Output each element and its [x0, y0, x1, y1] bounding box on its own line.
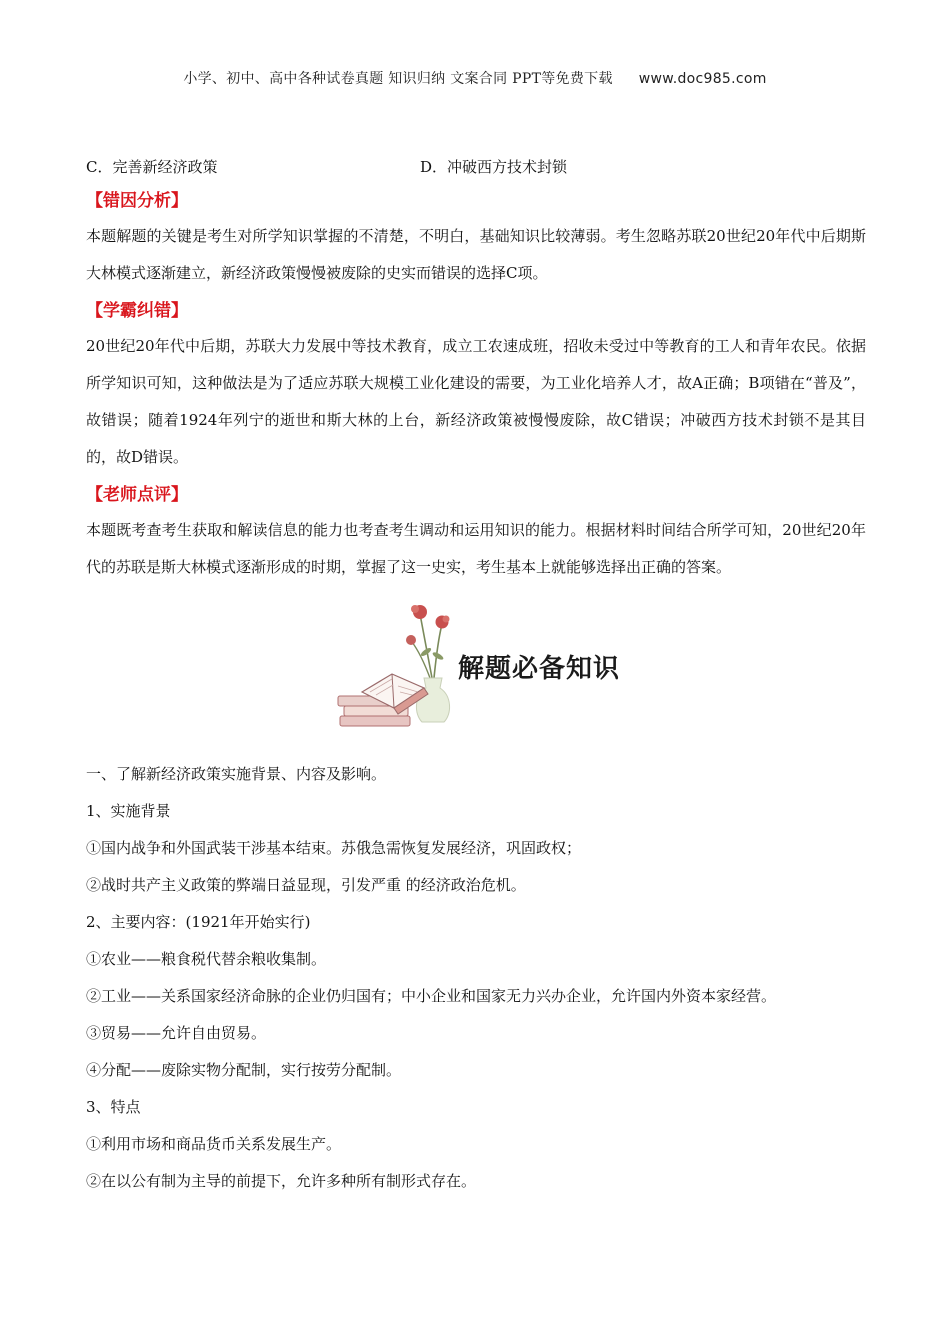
error-analysis-text: 本题解题的关键是考生对所学知识掌握的不清楚，不明白，基础知识比较薄弱。考生忽略苏联20世纪20年代中后期斯大林模式逐渐建立，新经济政策慢慢被废除的史实而错误的选择C项。	[86, 227, 866, 282]
option-d: D．冲破西方技术封锁	[420, 158, 568, 176]
knowledge-line: 3、特点	[86, 1098, 141, 1116]
banner-title: 解题必备知识	[458, 654, 621, 684]
error-analysis-title: 【错因分析】	[86, 191, 188, 211]
books-flower-illustration	[332, 596, 472, 742]
knowledge-line: 2、主要内容：(1921年开始实行)	[86, 913, 311, 931]
knowledge-line: ①农业——粮食税代替余粮收集制。	[86, 950, 327, 968]
knowledge-line: 一、了解新经济政策实施背景、内容及影响。	[86, 765, 387, 783]
option-c: C．完善新经济政策	[86, 158, 218, 176]
header-text: 小学、初中、高中各种试卷真题 知识归纳 文案合同 PPT等免费下载	[183, 71, 613, 87]
knowledge-line: ④分配——废除实物分配制，实行按劳分配制。	[86, 1061, 402, 1079]
knowledge-line: ②工业——关系国家经济命脉的企业仍归国有；中小企业和国家无力兴办企业，允许国内外资本家经营。	[86, 987, 777, 1005]
knowledge-line: ①国内战争和外国武装干涉基本结束。苏俄急需恢复发展经济，巩固政权；	[86, 839, 582, 857]
header-site-link[interactable]: www.doc985.com	[638, 71, 767, 87]
knowledge-line: ②战时共产主义政策的弊端日益显现，引发严重 的经济政治危机。	[86, 876, 526, 894]
page-header	[0, 68, 950, 88]
teacher-comment-title: 【老师点评】	[86, 485, 188, 505]
knowledge-line: 1、实施背景	[86, 802, 171, 820]
knowledge-line: ③贸易——允许自由贸易。	[86, 1024, 267, 1042]
teacher-comment-text: 本题既考查考生获取和解读信息的能力也考查考生调动和运用知识的能力。根据材料时间结合所学可知，20世纪20年代的苏联是斯大林模式逐渐形成的时期，掌握了这一史实，考生基本上就能够选择出正确的答案。	[86, 521, 866, 576]
knowledge-line: ②在以公有制为主导的前提下，允许多种所有制形式存在。	[86, 1172, 477, 1190]
correction-text: 20世纪20年代中后期，苏联大力发展中等技术教育，成立工农速成班，招收未受过中等教育的工人和青年农民。依据所学知识可知，这种做法是为了适应苏联大规模工业化建设的需要，为工业化培养人才，故A正确；B项错在“普及”，故错误；随着1924年列宁的逝世和斯大林的上台，新经济政策被慢慢废除，故C错误；冲破西方技术封锁不是其目的，故D错误。	[86, 337, 866, 466]
correction-title: 【学霸纠错】	[86, 301, 188, 321]
knowledge-list	[86, 756, 866, 1200]
answer-options	[86, 152, 866, 182]
knowledge-banner	[86, 596, 866, 744]
knowledge-line: ①利用市场和商品货币关系发展生产。	[86, 1135, 342, 1153]
document-body	[86, 152, 866, 1200]
